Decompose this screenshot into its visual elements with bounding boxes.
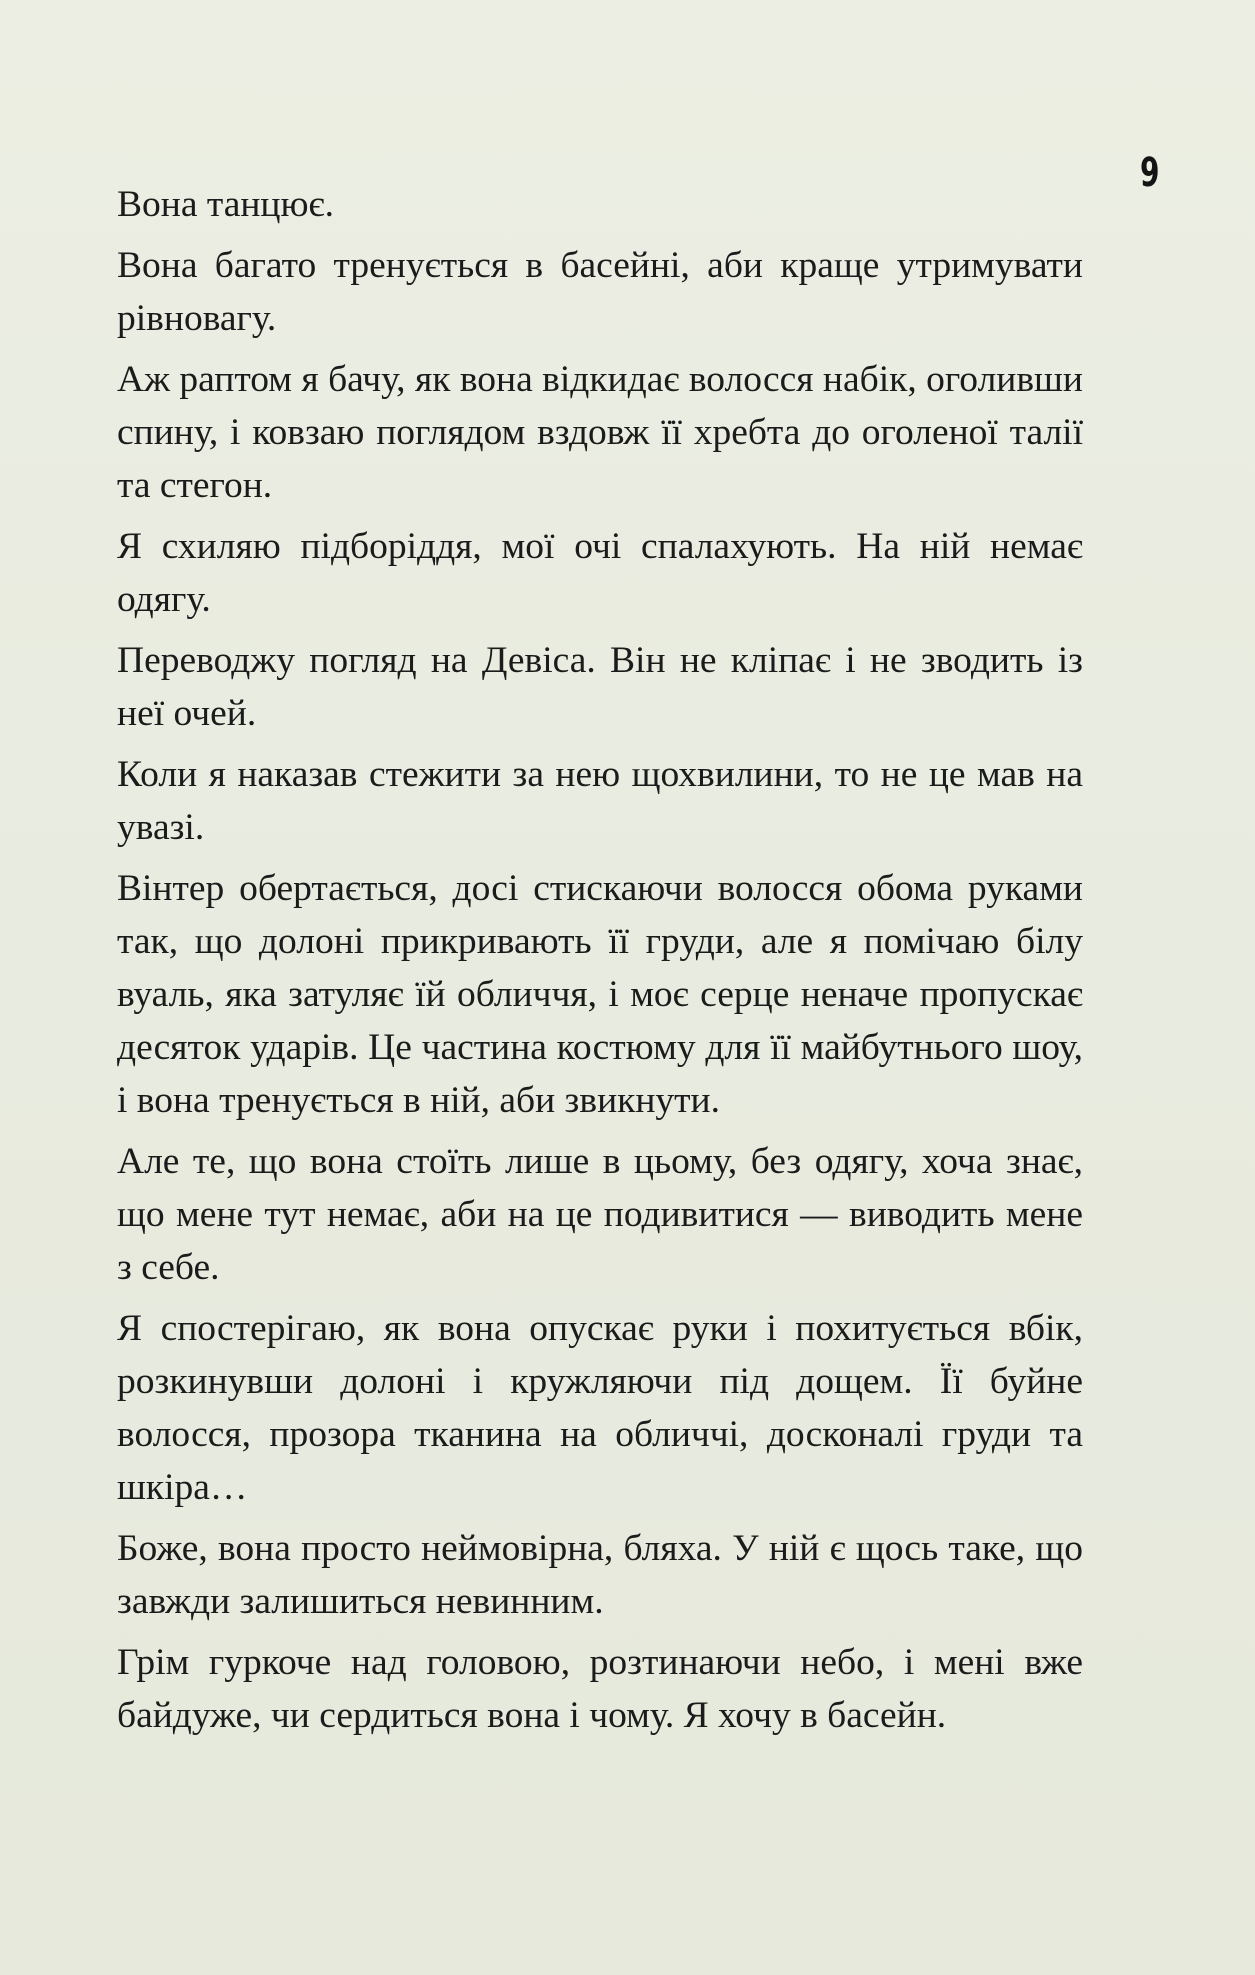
paragraph: Переводжу погляд на Девіса. Він не кліпає і не зводить із неї очей. xyxy=(117,640,1083,734)
paragraph: Аж раптом я бачу, як вона відкидає волосся набік, оголивши спину, і ковзаю поглядом вздовж її хребта до оголеної талії та стегон. xyxy=(117,359,1083,506)
paragraph: Коли я наказав стежити за нею щохвилини, то не це мав на увазі. xyxy=(117,754,1083,848)
paragraph: Але те, що вона стоїть лише в цьому, без одягу, хоча знає, що мене тут немає, аби на це подивитися — виводить мене з себе. xyxy=(117,1141,1083,1288)
paragraph: Вона багато тренується в басейні, аби краще утримувати рівновагу. xyxy=(117,245,1083,339)
page-number: 9 xyxy=(1140,150,1160,196)
paragraph: Я спостерігаю, як вона опускає руки і похитується вбік, розкинувши долоні і кружляючи під дощем. Її буйне волосся, прозора тканина на обличчі, досконалі груди та шкіра… xyxy=(117,1308,1083,1508)
paragraph: Вінтер обертається, досі стискаючи волосся обома руками так, що долоні прикривають її груди, але я помічаю білу вуаль, яка затуляє їй обличчя, і моє серце неначе пропускає десяток ударів. Це частина костюму для її майбутнього шоу, і вона тренується в ній, аби звикнути. xyxy=(117,868,1083,1121)
paragraph: Я схиляю підборіддя, мої очі спалахують. На ній немає одягу. xyxy=(117,526,1083,620)
paragraph: Вона танцює. xyxy=(117,184,334,225)
paragraph: Грім гуркоче над головою, розтинаючи небо, і мені вже байдуже, чи сердиться вона і чому. Я хочу в басейн. xyxy=(117,1642,1083,1736)
body-text xyxy=(117,178,1083,1750)
paragraph: Боже, вона просто неймовірна, бляха. У ній є щось таке, що завжди залишиться невинним. xyxy=(117,1528,1083,1622)
